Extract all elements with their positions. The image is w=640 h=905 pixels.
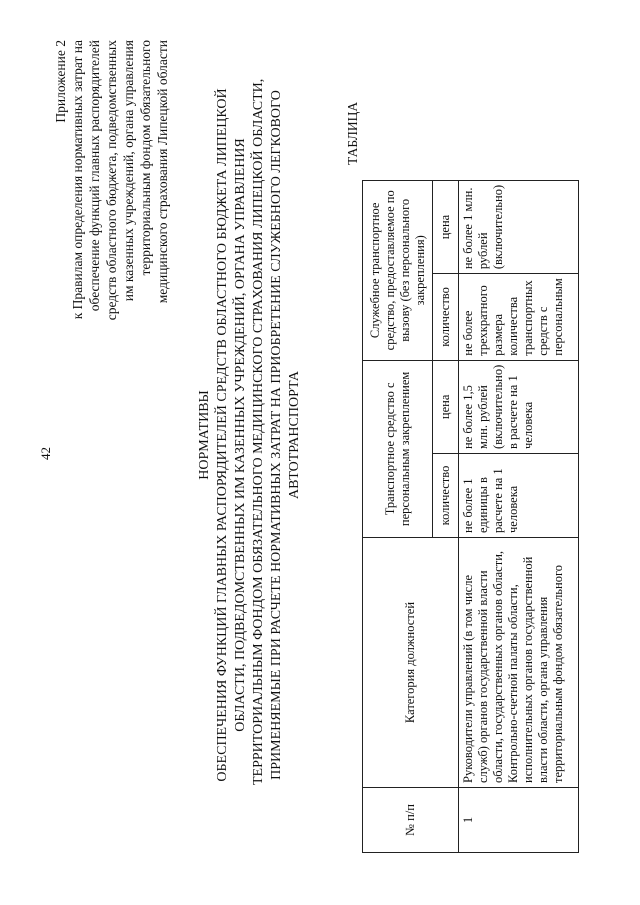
heading-title: НОРМАТИВЫ (197, 390, 212, 480)
appendix-line: обеспечение функций главных распорядителей (87, 40, 102, 312)
document-heading (196, 78, 304, 785)
heading-line: ОБЛАСТИ, ПОДВЕДОМСТВЕННЫХ ИМ КАЗЕННЫХ УЧРЕЖДЕНИЙ, ОРГАНА УПРАВЛЕНИЯ (233, 138, 248, 732)
appendix-line: к Правилам определения нормативных затрат на (70, 40, 85, 320)
header-personal: Транспортное средство с персональным закреплением (363, 360, 433, 537)
page-number: 42 (38, 447, 53, 460)
header-price: цена (433, 360, 459, 453)
cell-num: 1 (459, 788, 579, 853)
table-label: ТАБЛИЦА (345, 101, 360, 165)
heading-line: ТЕРРИТОРИАЛЬНЫМ ФОНДОМ ОБЯЗАТЕЛЬНОГО МЕДИЦИНСКОГО СТРАХОВАНИЯ ЛИПЕЦКОЙ ОБЛАСТИ, (251, 78, 266, 785)
appendix-note (52, 40, 171, 350)
cell-category: Руководители управлений (в том числе служб) органов государственной власти области, государственных органов области, Контрольно-счетной палаты области, исполнительных органов государственной власти области, органа управления территориальным фондом обязательного (459, 538, 579, 788)
header-quantity: количество (433, 274, 459, 361)
cell-on-call-quantity: не более трехкратного размера количества транспортных средств с персональным (459, 274, 579, 361)
appendix-line: Приложение 2 (53, 40, 68, 123)
appendix-line: медицинского страхования Липецкой области (155, 40, 170, 304)
appendix-line: им казенных учреждений, органа управления (121, 40, 136, 302)
header-quantity: количество (433, 454, 459, 538)
heading-line: ПРИМЕНЯЕМЫЕ ПРИ РАСЧЕТЕ НОРМАТИВНЫХ ЗАТРАТ НА ПРИОБРЕТЕНИЕ СЛУЖЕБНОГО ЛЕГКОВОГО (269, 90, 284, 780)
header-on-call: Служебное транспортное средство, предоставляемое по вызову (без персонального закрепления) (363, 180, 433, 360)
heading-line: АВТОТРАНСПОРТА (287, 371, 302, 499)
norms-table (362, 180, 579, 853)
cell-personal-price: не более 1,5 млн. рублей (включительно) в расчете на 1 человека (459, 360, 579, 453)
cell-personal-quantity: не более 1 единицы в расчете на 1 человека (459, 454, 579, 538)
header-num: № п/п (363, 788, 459, 853)
heading-line: ОБЕСПЕЧЕНИЯ ФУНКЦИЙ ГЛАВНЫХ РАСПОРЯДИТЕЛЕЙ СРЕДСТВ ОБЛАСТНОГО БЮДЖЕТА ЛИПЕЦКОЙ (215, 88, 230, 782)
appendix-line: средств областного бюджета, подведомственных (104, 40, 119, 321)
header-price: цена (433, 180, 459, 273)
table-row (459, 180, 579, 852)
header-category: Категория должностей (363, 538, 459, 788)
appendix-line: территориальным фондом обязательного (138, 40, 153, 276)
cell-on-call-price: не более 1 млн. рублей (включительно) (459, 180, 579, 273)
